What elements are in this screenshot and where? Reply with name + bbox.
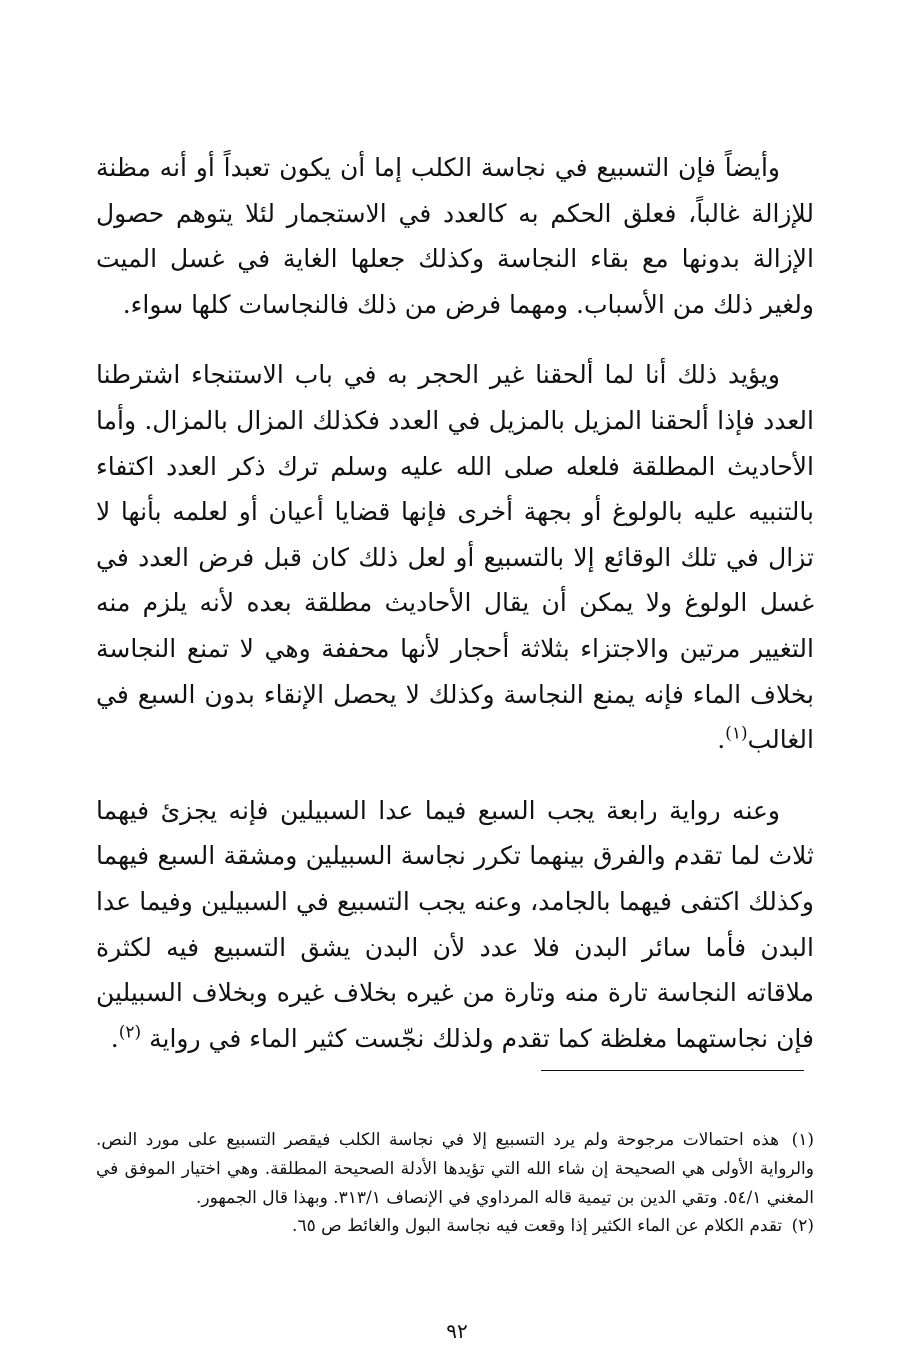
paragraph-3-ending: . <box>110 1023 119 1053</box>
paragraph-3 <box>96 788 814 1062</box>
footnote-ref-1[interactable]: (١) <box>725 723 748 744</box>
footnote-2-text: تقدم الكلام عن الماء الكثير إذا وقعت فيه نجاسة البول والغائط ص ٦٥. <box>292 1216 783 1237</box>
footnote-1-number: (١) <box>791 1130 814 1150</box>
paragraph-1-text: وأيضاً فإن التسبيع في نجاسة الكلب إما أن يكون تعبداً أو أنه مظنة للإزالة غالباً، فعلق الحكم به كالعدد في الاستجمار لئلا يتوهم حصول الإزالة بدونها مع بقاء النجاسة وكذلك جعلها الغاية في غسل الميت ولغير ذلك من الأسباب. ومهما فرض من ذلك فالنجاسات كلها سواء. <box>96 153 814 319</box>
paragraph-2 <box>96 352 814 762</box>
footnote-2-number: (٢) <box>791 1216 814 1237</box>
footnote-1-text: هذه احتمالات مرجوحة ولم يرد التسبيع إلا في نجاسة الكلب فيقصر التسبيع على مورد النص. والرواية الأولى هي الصحيحة إن شاء الله التي تؤيدها الأدلة الصحيحة المطلقة. وهي اختيار الموفق في المغني ٥٤/١. وتقي الدين بن تيمية قاله المرداوي في الإنصاف ٣١٣/١. وبهذا قال الجمهور. <box>96 1130 814 1208</box>
paragraph-2-text: ويؤيد ذلك أنا لما ألحقنا غير الحجر به في باب الاستنجاء اشترطنا العدد فإذا ألحقنا المزيل بالمزيل في العدد فكذلك المزال بالمزال. وأما الأحاديث المطلقة فلعله صلى الله عليه وسلم ترك ذكر العدد اكتفاء بالتنبيه عليه بالولوغ أو بجهة أخرى فإنها قضايا أعيان أو لعلمه بأنها لا تزال في تلك الوقائع إلا بالتسبيع أو لعل ذلك كان قبل فرض العدد في غسل الولوغ ولا يمكن أن يقال الأحاديث مطلقة بعده لأنه يلزم منه التغيير مرتين والاجتزاء بثلاثة أحجار لأنها محففة وهي لا تمنع النجاسة بخلاف الماء فإنه يمنع النجاسة وكذلك لا يحصل الإنقاء بدون السبع في الغالب <box>96 360 814 755</box>
footnote-ref-2[interactable]: (٢) <box>118 1022 142 1043</box>
footnote-divider <box>541 1070 804 1071</box>
footnote-2 <box>96 1212 814 1241</box>
footnote-1 <box>96 1126 814 1212</box>
footnotes <box>96 1126 814 1241</box>
page-number: ٩٢ <box>446 1319 468 1343</box>
paragraph-2-ending: . <box>717 725 726 755</box>
main-text <box>96 145 814 1086</box>
paragraph-3-text: وعنه رواية رابعة يجب السبع فيما عدا السبيلين فإنه يجزئ فيهما ثلاث لما تقدم والفرق بينهما تكرر نجاسة السبيلين ومشقة السبع فيهما وكذلك اكتفى فيهما بالجامد، وعنه يجب التسبيع في السبيلين وفيما عدا البدن فأما سائر البدن فلا عدد لأن البدن يشق التسبيع فيه لكثرة ملاقاته النجاسة تارة منه وتارة من غيره بخلاف غيره وبخلاف السبيلين فإن نجاستهما مغلظة كما تقدم ولذلك نجّست كثير الماء في رواية <box>96 795 814 1053</box>
paragraph-1 <box>96 145 814 327</box>
